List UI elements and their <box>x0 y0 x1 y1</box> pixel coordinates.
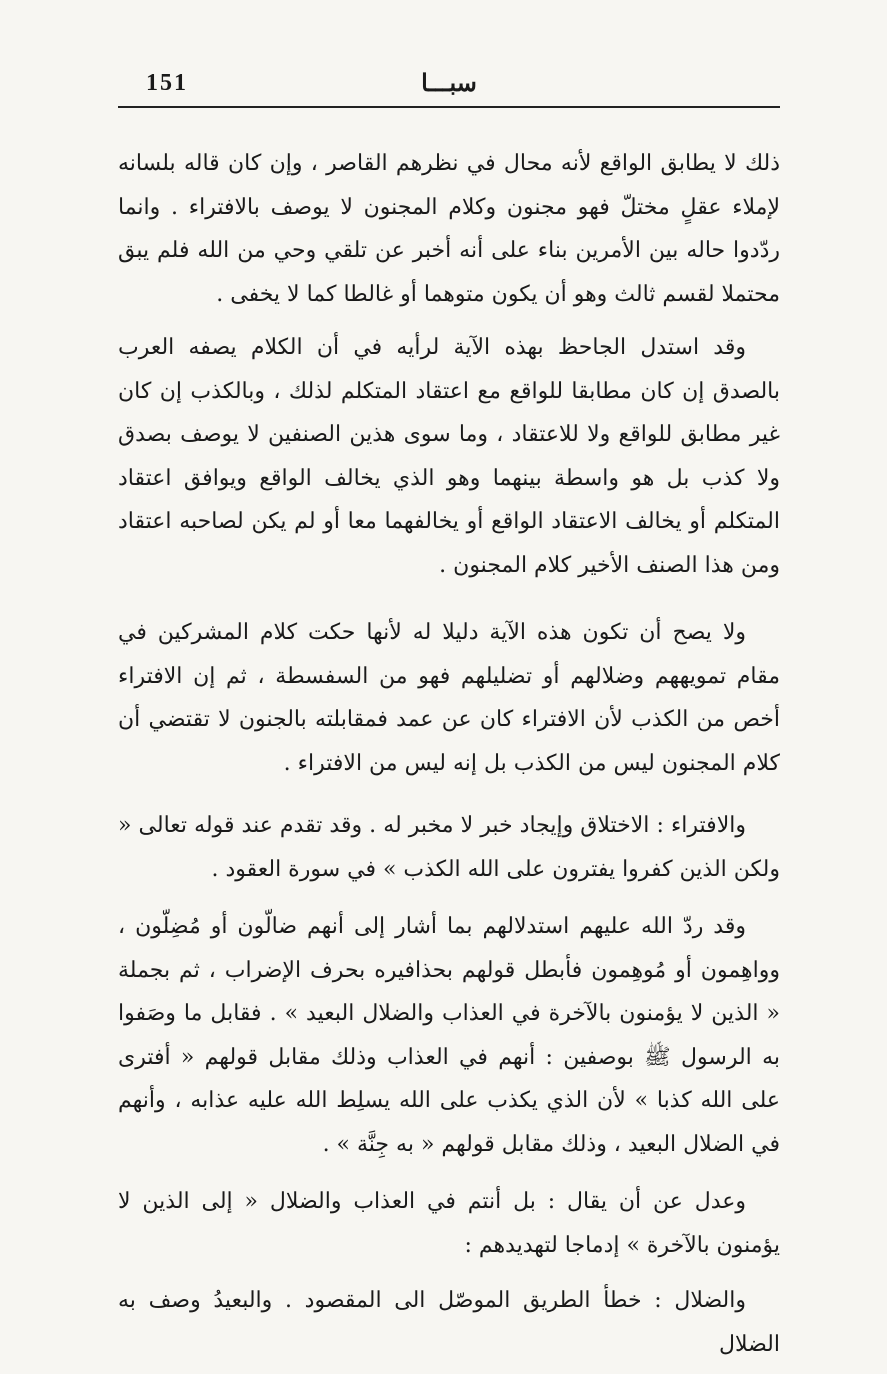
page-body <box>118 142 780 1366</box>
running-title: سبـــا <box>421 68 477 97</box>
paragraph-6: وعدل عن أن يقال : بل أنتم في العذاب والضلال « إلى الذين لا يؤمنون بالآخرة » إدماجا لتهديدهم : <box>118 1189 780 1258</box>
paragraph-2: وقد استدل الجاحظ بهذه الآية لرأيه في أن الكلام يصفه العرب بالصدق إن كان مطابقا للواقع مع اعتقاد المتكلم لذلك ، وبالكذب إن كان غير مطابق للواقع ولا للاعتقاد ، وما سوى هذين الصنفين لا يوصف بصدق ولا كذب بل هو واسطة بينهما وهو الذي يخالف الواقع ويوافق اعتقاد المتكلم أو يخالف الاعتقاد الواقع أو يخالفهما معا أو لم يكن لصاحبه اعتقاد ومن هذا الصنف الأخير كلام المجنون . <box>118 335 780 578</box>
page-number: 151 <box>146 70 188 96</box>
paragraph-5: وقد ردّ الله عليهم استدلالهم بما أشار إلى أنهم ضالّون أو مُضِلّون ، وواهِمون أو مُوهِمون فأبطل قولهم بحذافيره بحرف الإضراب ، ثم بجملة « الذين لا يؤمنون بالآخرة في العذاب والضلال البعيد » . فقابل ما وصَفوا به الرسول ﷺ بوصفين : أنهم في العذاب وذلك مقابل قولهم « أفترى على الله كذبا » لأن الذي يكذب على الله يسلِط الله عليه عذابه ، وأنهم في الضلال البعيد ، وذلك مقابل قولهم « به جِنَّة » . <box>118 914 780 1157</box>
header-rule <box>118 106 780 108</box>
paragraph-4: والافتراء : الاختلاق وإيجاد خبر لا مخبر له . وقد تقدم عند قوله تعالى « ولكن الذين كفروا يفترون على الله الكذب » في سورة العقود . <box>118 813 780 882</box>
paragraph-7: والضلال : خطأ الطريق الموصّل الى المقصود . والبعيدُ وصف به الضلال <box>118 1288 780 1357</box>
paragraph-1: ذلك لا يطابق الواقع لأنه محال في نظرهم القاصر ، وإن كان قاله بلسانه لإملاء عقلٍ مختلّ فهو مجنون وكلام المجنون لا يوصف بالافتراء . وانما ردّدوا حاله بين الأمرين بناء على أنه أخبر عن تلقي وحي من الله فلم يبق محتملا لقسم ثالث وهو أن يكون متوهما أو غالطا كما لا يخفى . <box>118 151 780 307</box>
page-header <box>118 60 780 104</box>
paragraph-3: ولا يصح أن تكون هذه الآية دليلا له لأنها حكت كلام المشركين في مقام تمويههم وضلالهم أو تضليلهم فهو من السفسطة ، ثم إن الافتراء أخص من الكذب لأن الافتراء كان عن عمد فمقابلته بالجنون لا تقتضي أن كلام المجنون ليس من الكذب بل إنه ليس من الافتراء . <box>118 620 780 776</box>
